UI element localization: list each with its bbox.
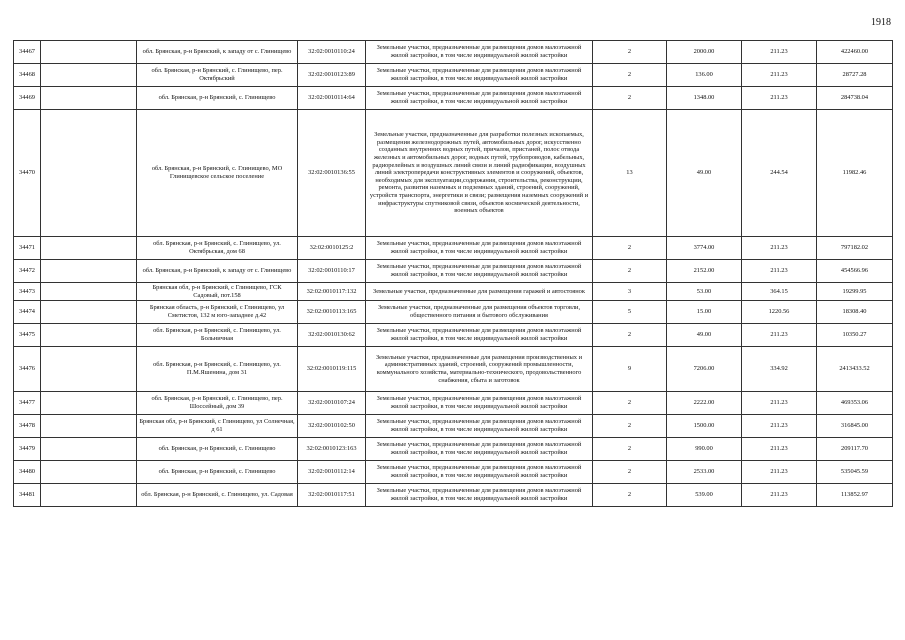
row-cadastral-value: 454566.96 [817,260,893,283]
row-blank [41,392,137,415]
table-row [14,110,893,237]
row-cadastral-value: 28727.28 [817,64,893,87]
table-row [14,461,893,484]
row-cadastral-value: 284738.04 [817,87,893,110]
row-group: 2 [593,237,667,260]
row-group: 2 [593,438,667,461]
row-blank [41,237,137,260]
row-blank [41,324,137,347]
row-rate: 211.23 [742,461,817,484]
row-area: 53.00 [667,283,742,301]
table-row [14,64,893,87]
row-area: 990.00 [667,438,742,461]
row-group: 3 [593,283,667,301]
row-id: 34472 [14,260,41,283]
row-cadastral-number: 32:02:0010125:2 [298,237,366,260]
row-land-use: Земельные участки, предназначенные для размещения домов малоэтажной жилой застройки, в том числе индивидуальной жилой застройки [366,237,593,260]
row-id: 34476 [14,347,41,392]
row-cadastral-number: 32:02:0010123:163 [298,438,366,461]
row-cadastral-number: 32:02:0010117:51 [298,484,366,507]
row-cadastral-value: 535045.59 [817,461,893,484]
row-cadastral-number: 32:02:0010130:62 [298,324,366,347]
row-area: 7206.00 [667,347,742,392]
row-rate: 211.23 [742,41,817,64]
row-blank [41,484,137,507]
row-land-use: Земельные участки, предназначенные для размещения домов малоэтажной жилой застройки, в том числе индивидуальной жилой застройки [366,438,593,461]
row-cadastral-value: 316845.00 [817,415,893,438]
row-id: 34467 [14,41,41,64]
row-cadastral-number: 32:02:0010102:50 [298,415,366,438]
row-area: 136.00 [667,64,742,87]
row-address: обл. Брянская, р-н Брянский, с. Глинищево [137,438,298,461]
row-address: Брянская область, р-н Брянский, с Глинищево, ул Сметистов, 132 м юго-западнее д.42 [137,301,298,324]
table-row [14,324,893,347]
row-id: 34468 [14,64,41,87]
row-address: обл. Брянская, р-н Брянский, к западу от с. Глинищево [137,41,298,64]
row-address: обл. Брянская, р-н Брянский, с. Глинищево [137,461,298,484]
row-area: 49.00 [667,110,742,237]
row-cadastral-value: 469353.06 [817,392,893,415]
table-row [14,438,893,461]
row-rate: 1220.56 [742,301,817,324]
row-group: 2 [593,324,667,347]
row-group: 13 [593,110,667,237]
table-row [14,87,893,110]
row-rate: 211.23 [742,64,817,87]
row-group: 2 [593,41,667,64]
row-land-use: Земельные участки, предназначенные для размещения гаражей и автостоянок [366,283,593,301]
row-rate: 211.23 [742,87,817,110]
row-cadastral-number: 32:02:0010136:55 [298,110,366,237]
row-cadastral-value: 11982.46 [817,110,893,237]
row-group: 2 [593,87,667,110]
row-cadastral-number: 32:02:0010110:24 [298,41,366,64]
row-cadastral-number: 32:02:0010114:64 [298,87,366,110]
row-address: обл. Брянская, р-н Брянский, с. Глинищево, пер. Октябрьский [137,64,298,87]
row-cadastral-value: 209117.70 [817,438,893,461]
table-row [14,301,893,324]
row-land-use: Земельные участки, предназначенные для размещения домов малоэтажной жилой застройки, в том числе индивидуальной жилой застройки [366,392,593,415]
row-cadastral-value: 797182.02 [817,237,893,260]
row-address: Брянская обл, р-н Брянский, с Глинищево, ул Солнечная, д 61 [137,415,298,438]
row-area: 1348.00 [667,87,742,110]
table-row [14,237,893,260]
row-rate: 211.23 [742,237,817,260]
row-blank [41,87,137,110]
row-land-use: Земельные участки, предназначенные для размещения домов малоэтажной жилой застройки, в том числе индивидуальной жилой застройки [366,64,593,87]
row-address: обл. Брянская, р-н Брянский, к западу от с. Глинищево [137,260,298,283]
row-cadastral-value: 10350.27 [817,324,893,347]
row-land-use: Земельные участки, предназначенные для размещения домов малоэтажной жилой застройки, в том числе индивидуальной жилой застройки [366,87,593,110]
row-land-use: Земельные участки, предназначенные для размещения домов малоэтажной жилой застройки, в том числе индивидуальной жилой застройки [366,484,593,507]
row-rate: 211.23 [742,260,817,283]
row-cadastral-number: 32:02:0010110:17 [298,260,366,283]
row-group: 2 [593,484,667,507]
row-cadastral-value: 422460.00 [817,41,893,64]
row-land-use: Земельные участки, предназначенные для размещения домов малоэтажной жилой застройки, в том числе индивидуальной жилой застройки [366,324,593,347]
row-id: 34480 [14,461,41,484]
row-cadastral-value: 2413433.52 [817,347,893,392]
row-cadastral-number: 32:02:0010112:14 [298,461,366,484]
row-area: 2222.00 [667,392,742,415]
row-area: 1500.00 [667,415,742,438]
row-group: 2 [593,461,667,484]
row-address: обл. Брянская, р-н Брянский, с. Глинищево [137,87,298,110]
row-cadastral-number: 32:02:0010117:132 [298,283,366,301]
row-id: 34471 [14,237,41,260]
row-area: 49.00 [667,324,742,347]
row-group: 2 [593,260,667,283]
row-group: 9 [593,347,667,392]
row-rate: 211.23 [742,484,817,507]
row-group: 2 [593,392,667,415]
row-blank [41,41,137,64]
row-group: 5 [593,301,667,324]
row-land-use: Земельные участки, предназначенные для размещения домов малоэтажной жилой застройки, в том числе индивидуальной жилой застройки [366,415,593,438]
row-rate: 364.15 [742,283,817,301]
row-id: 34469 [14,87,41,110]
row-address: обл. Брянская, р-н Брянский, с. Глинищево, ул. Садовая [137,484,298,507]
table-row [14,260,893,283]
row-id: 34473 [14,283,41,301]
row-area: 2000.00 [667,41,742,64]
row-rate: 211.23 [742,392,817,415]
row-cadastral-value: 19299.95 [817,283,893,301]
table-row [14,41,893,64]
row-rate: 211.23 [742,415,817,438]
table-row [14,283,893,301]
row-blank [41,347,137,392]
row-id: 34479 [14,438,41,461]
row-area: 15.00 [667,301,742,324]
row-id: 34477 [14,392,41,415]
row-rate: 211.23 [742,438,817,461]
row-blank [41,110,137,237]
cadastral-value-table [13,40,893,507]
table-row [14,392,893,415]
row-rate: 211.23 [742,324,817,347]
row-land-use: Земельные участки, предназначенные для размещения домов малоэтажной жилой застройки, в том числе индивидуальной жилой застройки [366,260,593,283]
row-address: Брянская обл, р-н Брянский, с Глинищево, ГСК Садовый, пот.158 [137,283,298,301]
table-row [14,347,893,392]
row-area: 2533.00 [667,461,742,484]
row-area: 3774.00 [667,237,742,260]
row-address: обл. Брянская, р-н Брянский, с. Глинищево, пер. Шоссейный, дом 39 [137,392,298,415]
row-land-use: Земельные участки, предназначенные для размещения домов малоэтажной жилой застройки, в том числе индивидуальной жилой застройки [366,41,593,64]
row-id: 34474 [14,301,41,324]
row-land-use: Земельные участки, предназначенные для разработки полезных ископаемых, размещения железнодорожных путей, автомобильных дорог, искусственно созданных внутренних водных путей, причалов, пристаней, полос отвода железных и автомобильных дорог, водных путей, трубопроводов, кабельных, радиорелейных и воздушных линий связи и линий радиофикации, воздушных линий электропередачи конструктивных элементов и сооружений, объектов, необходимых для эксплуатации,содержания, строительства, реконструкции, ремонта, развития наземных и подземных зданий, строений, сооружений, устройств транспорта, энергетики и связи; размещения наземных сооружений и инфраструктуры спутниковой связи, объектов космической деятельности, военных объектов [366,110,593,237]
row-rate: 244.54 [742,110,817,237]
row-land-use: Земельные участки, предназначенные для размещения объектов торговли, общественного питания и бытового обслуживания [366,301,593,324]
row-blank [41,260,137,283]
row-address: обл. Брянская, р-н Брянский, с. Глинищево, ул. Больничная [137,324,298,347]
row-blank [41,301,137,324]
row-blank [41,64,137,87]
row-address: обл. Брянская, р-н Брянский, с. Глинищево, ул. П.М.Яшенина, дом 31 [137,347,298,392]
row-blank [41,438,137,461]
row-land-use: Земельные участки, предназначенные для размещения домов малоэтажной жилой застройки, в том числе индивидуальной жилой застройки [366,461,593,484]
table-row [14,415,893,438]
row-address: обл. Брянская, р-н Брянский, с. Глинищево, ул. Октябрьская, дом 68 [137,237,298,260]
row-blank [41,461,137,484]
row-id: 34481 [14,484,41,507]
row-area: 2152.00 [667,260,742,283]
row-cadastral-number: 32:02:0010123:89 [298,64,366,87]
row-cadastral-value: 113852.97 [817,484,893,507]
row-id: 34478 [14,415,41,438]
row-address: обл. Брянская, р-н Брянский, с. Глинищево, МО Глинищевское сельское поселение [137,110,298,237]
row-cadastral-number: 32:02:0010113:165 [298,301,366,324]
row-group: 2 [593,415,667,438]
row-cadastral-number: 32:02:0010119:115 [298,347,366,392]
row-blank [41,283,137,301]
row-group: 2 [593,64,667,87]
page-number: 1918 [871,17,891,28]
row-cadastral-value: 18308.40 [817,301,893,324]
row-area: 539.00 [667,484,742,507]
row-id: 34470 [14,110,41,237]
row-cadastral-number: 32:02:0010107:24 [298,392,366,415]
table-row [14,484,893,507]
row-rate: 334.92 [742,347,817,392]
row-blank [41,415,137,438]
row-id: 34475 [14,324,41,347]
row-land-use: Земельные участки, предназначенные для размещения производственных и административных зданий, строений, сооружений промышленности, коммунального хозяйства, материально-технического, продовольственного снабжения, сбыта и заготовок [366,347,593,392]
